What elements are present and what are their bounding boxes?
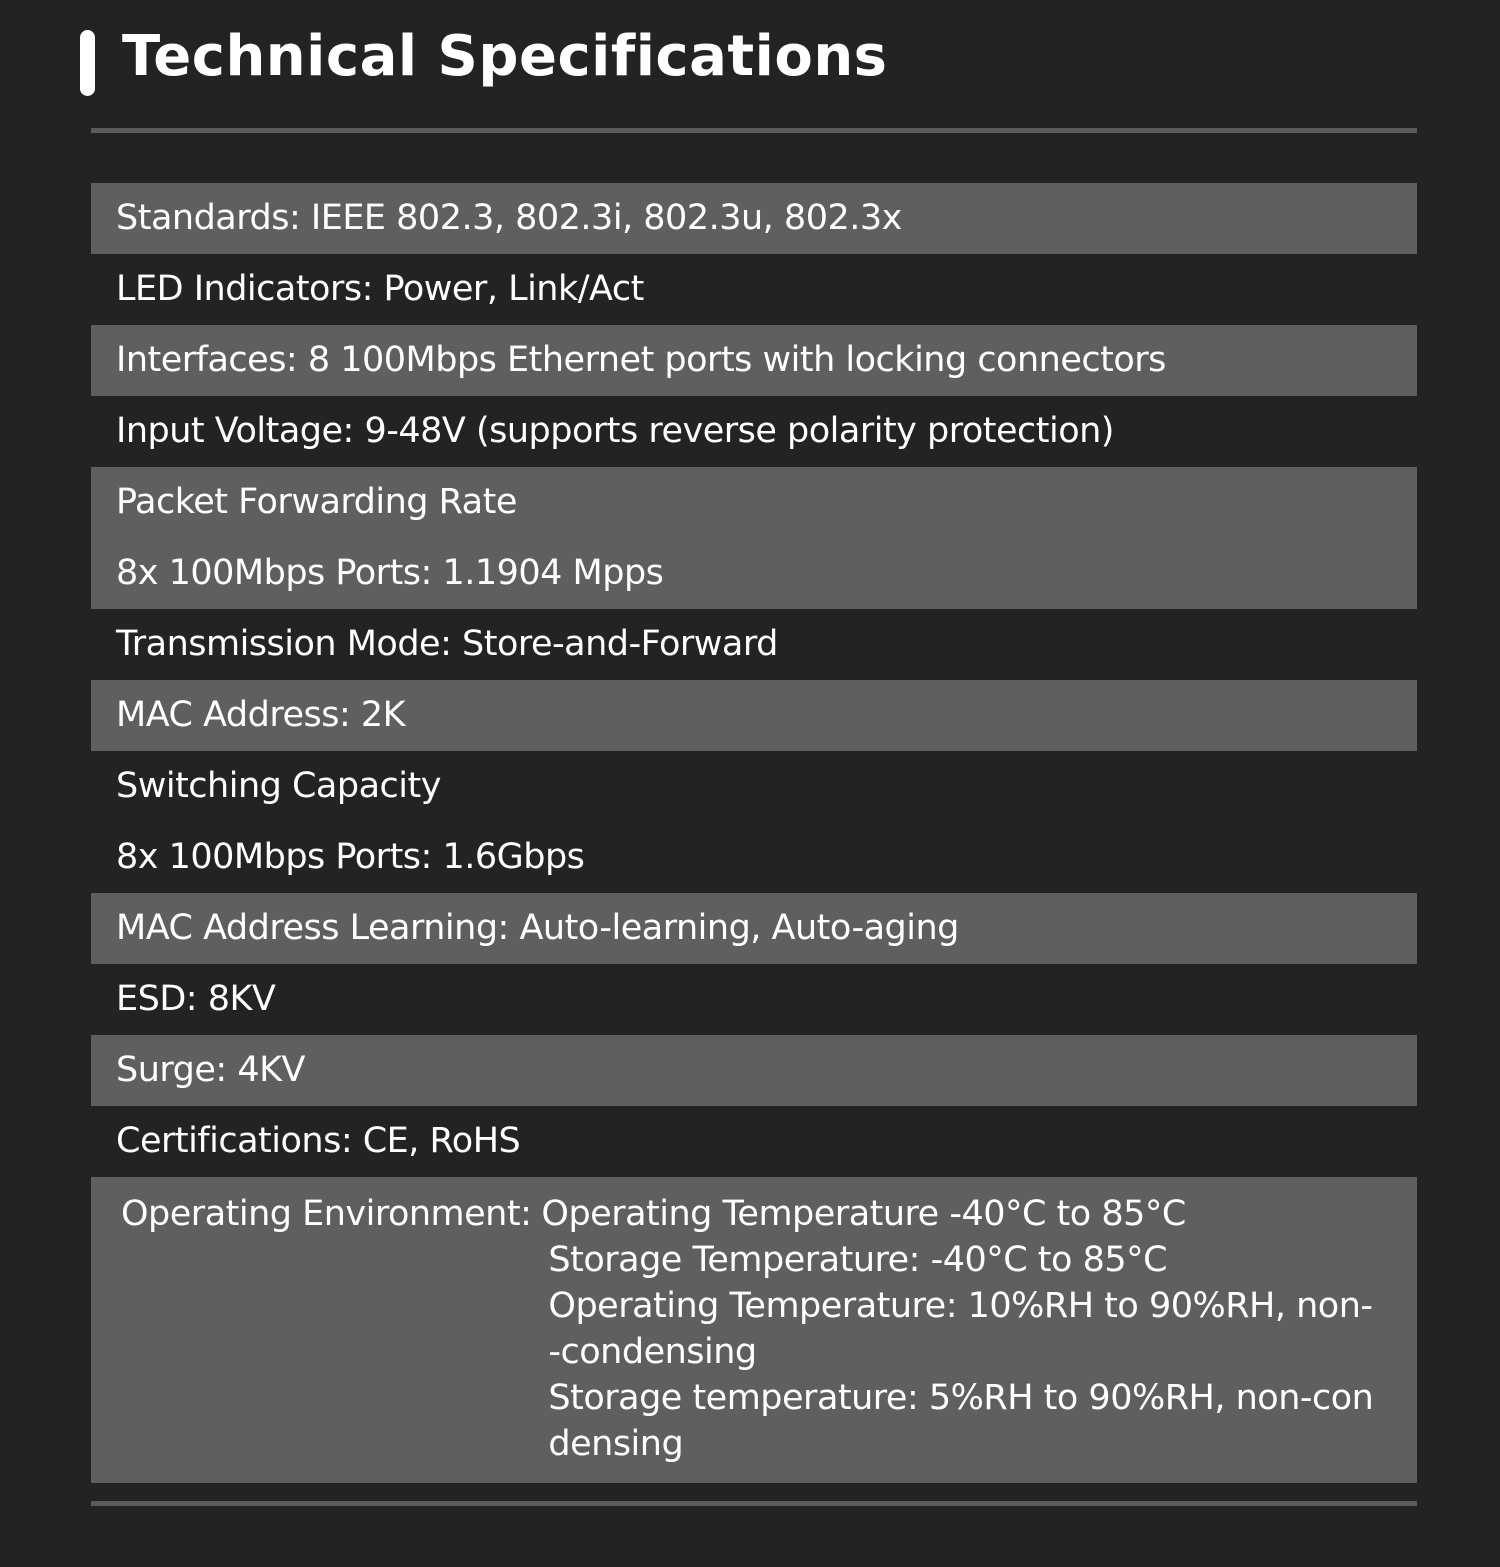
spec-row-certifications: Certifications: CE, RoHS <box>116 1121 521 1161</box>
env-line: Storage temperature: 5%RH to 90%RH, non-con <box>548 1378 1374 1418</box>
title-accent-bar <box>80 30 95 96</box>
spec-row-operating-environment <box>91 1177 1417 1483</box>
bottom-divider <box>91 1501 1417 1506</box>
switching-capacity-title: Switching Capacity <box>116 766 441 806</box>
env-line: Operating Temperature -40°C to 85°C <box>541 1194 1186 1234</box>
spec-row-interfaces: Interfaces: 8 100Mbps Ethernet ports with locking connectors <box>91 325 1417 396</box>
spec-table <box>91 183 1417 1483</box>
spec-row-esd: ESD: 8KV <box>116 979 276 1019</box>
env-line: densing <box>548 1424 684 1464</box>
env-line: Storage Temperature: -40°C to 85°C <box>548 1240 1168 1280</box>
env-line: -condensing <box>548 1332 757 1372</box>
packet-forwarding-title: Packet Forwarding Rate <box>116 482 517 522</box>
operating-environment-label: Operating Environment: <box>121 1194 532 1234</box>
switching-capacity-value: 8x 100Mbps Ports: 1.6Gbps <box>116 837 585 877</box>
spec-row-mac-address: MAC Address: 2K <box>91 680 1417 751</box>
page-title: Technical Specifications <box>122 24 888 89</box>
env-line: Operating Temperature: 10%RH to 90%RH, non- <box>548 1286 1373 1326</box>
spec-row-input-voltage: Input Voltage: 9-48V (supports reverse polarity protection) <box>116 411 1114 451</box>
packet-forwarding-value: 8x 100Mbps Ports: 1.1904 Mpps <box>116 553 664 593</box>
spec-row-transmission-mode: Transmission Mode: Store-and-Forward <box>116 624 778 664</box>
spec-row-switching-capacity <box>91 751 1417 893</box>
spec-row-surge: Surge: 4KV <box>91 1035 1417 1106</box>
top-divider <box>91 128 1417 133</box>
spec-row-standards: Standards: IEEE 802.3, 802.3i, 802.3u, 802.3x <box>91 183 1417 254</box>
operating-environment-values <box>541 1191 1373 1467</box>
spec-row-mac-learning: MAC Address Learning: Auto-learning, Auto-aging <box>91 893 1417 964</box>
spec-row-packet-forwarding <box>91 467 1417 609</box>
spec-row-led-indicators: LED Indicators: Power, Link/Act <box>116 269 644 309</box>
